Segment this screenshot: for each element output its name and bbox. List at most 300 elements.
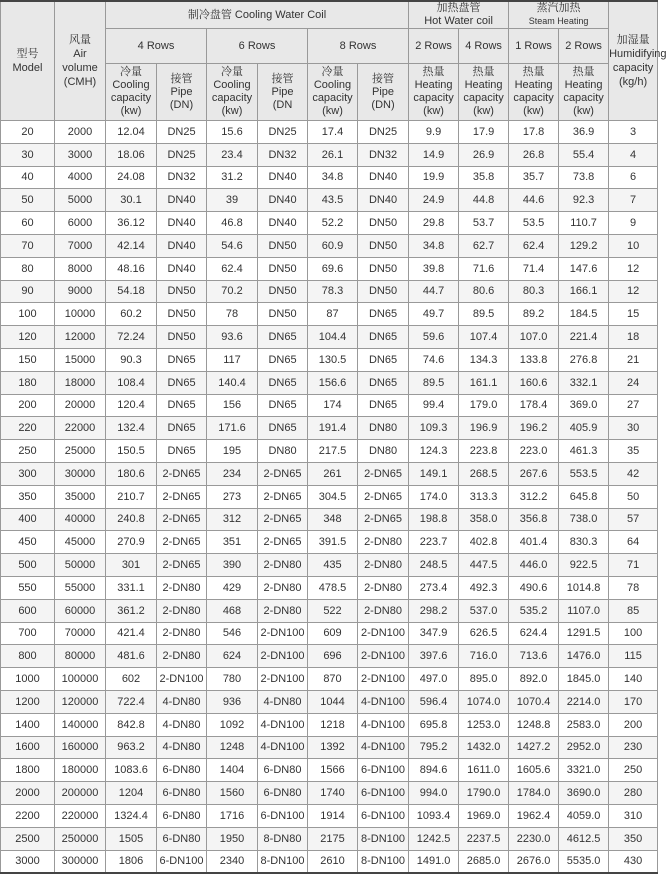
table-cell-model: 60: [1, 212, 55, 235]
table-cell-air: 3000: [55, 143, 106, 166]
table-cell-h4: 1074.0: [459, 690, 509, 713]
hot-2-rows-header: 2 Rows: [409, 29, 459, 64]
pipe-4-header: 接管 Pipe (DN): [157, 64, 207, 121]
table-cell-hum: 280: [609, 782, 658, 805]
table-cell-p8: DN80: [358, 417, 409, 440]
cooling-coil-header: 制冷盘管 Cooling Water Coil: [106, 1, 409, 29]
table-cell-p4: 2-DN80: [157, 645, 207, 668]
table-cell-c8: 52.2: [308, 212, 358, 235]
table-cell-s1: 17.8: [509, 121, 559, 144]
table-cell-s2: 2583.0: [559, 713, 609, 736]
table-cell-p4: 6-DN80: [157, 782, 207, 805]
table-cell-p4: DN65: [157, 440, 207, 463]
table-row: [1, 827, 658, 850]
table-cell-c4: 1806: [106, 850, 157, 873]
table-cell-p4: 6-DN80: [157, 759, 207, 782]
cooling-4-rows-header: 4 Rows: [106, 29, 207, 64]
table-cell-h2: 695.8: [409, 713, 459, 736]
table-cell-p6: 2-DN80: [258, 554, 308, 577]
table-cell-air: 200000: [55, 782, 106, 805]
table-cell-s2: 3321.0: [559, 759, 609, 782]
table-cell-s1: 312.2: [509, 485, 559, 508]
table-cell-air: 180000: [55, 759, 106, 782]
table-cell-hum: 30: [609, 417, 658, 440]
table-cell-c6: 171.6: [207, 417, 258, 440]
table-cell-c4: 1204: [106, 782, 157, 805]
table-cell-h4: 2685.0: [459, 850, 509, 873]
table-cell-s2: 1107.0: [559, 599, 609, 622]
table-cell-s1: 80.3: [509, 280, 559, 303]
table-cell-p8: 2-DN65: [358, 508, 409, 531]
table-cell-s1: 44.6: [509, 189, 559, 212]
table-row: [1, 371, 658, 394]
table-cell-p6: DN65: [258, 348, 308, 371]
table-cell-c8: 130.5: [308, 348, 358, 371]
table-cell-s2: 922.5: [559, 554, 609, 577]
table-cell-s1: 62.4: [509, 234, 559, 257]
hot-water-coil-header: 加热盘管 Hot Water coil: [409, 1, 509, 29]
table-cell-p8: DN80: [358, 440, 409, 463]
table-cell-c6: 140.4: [207, 371, 258, 394]
table-cell-hum: 250: [609, 759, 658, 782]
table-cell-c4: 481.6: [106, 645, 157, 668]
table-cell-model: 400: [1, 508, 55, 531]
table-cell-c6: 46.8: [207, 212, 258, 235]
table-cell-h4: 1253.0: [459, 713, 509, 736]
table-cell-c4: 1083.6: [106, 759, 157, 782]
table-cell-air: 25000: [55, 440, 106, 463]
table-cell-s2: 110.7: [559, 212, 609, 235]
table-cell-c6: 1248: [207, 736, 258, 759]
table-cell-c6: 1560: [207, 782, 258, 805]
table-cell-c8: 1218: [308, 713, 358, 736]
table-cell-p6: 2-DN65: [258, 531, 308, 554]
table-cell-h2: 198.8: [409, 508, 459, 531]
table-cell-h2: 347.9: [409, 622, 459, 645]
table-cell-p8: DN50: [358, 257, 409, 280]
table-cell-p6: DN80: [258, 440, 308, 463]
table-cell-s2: 92.3: [559, 189, 609, 212]
table-row: [1, 508, 658, 531]
table-cell-p4: DN32: [157, 166, 207, 189]
table-cell-hum: 12: [609, 257, 658, 280]
table-cell-p4: 2-DN65: [157, 485, 207, 508]
table-cell-p8: DN50: [358, 280, 409, 303]
steam-heating-header: 蒸汽加热 Steam Heating: [509, 1, 609, 29]
table-cell-p4: DN40: [157, 189, 207, 212]
table-cell-h4: 179.0: [459, 394, 509, 417]
table-cell-model: 350: [1, 485, 55, 508]
table-cell-hum: 100: [609, 622, 658, 645]
table-row: [1, 485, 658, 508]
table-cell-c4: 36.12: [106, 212, 157, 235]
table-cell-air: 300000: [55, 850, 106, 873]
table-cell-p4: DN25: [157, 143, 207, 166]
table-cell-model: 3000: [1, 850, 55, 873]
table-cell-c8: 17.4: [308, 121, 358, 144]
table-row: [1, 668, 658, 691]
table-cell-c8: 34.8: [308, 166, 358, 189]
table-cell-p8: DN32: [358, 143, 409, 166]
table-cell-p6: 6-DN100: [258, 804, 308, 827]
table-cell-h4: 626.5: [459, 622, 509, 645]
table-cell-p6: DN50: [258, 303, 308, 326]
table-cell-h2: 39.8: [409, 257, 459, 280]
table-cell-s2: 5535.0: [559, 850, 609, 873]
table-cell-model: 1800: [1, 759, 55, 782]
table-cell-c4: 54.18: [106, 280, 157, 303]
model-header: 型号 Model: [1, 1, 55, 121]
table-cell-s2: 332.1: [559, 371, 609, 394]
table-cell-h4: 17.9: [459, 121, 509, 144]
table-cell-hum: 85: [609, 599, 658, 622]
table-cell-h4: 1969.0: [459, 804, 509, 827]
table-cell-c4: 722.4: [106, 690, 157, 713]
table-cell-s1: 267.6: [509, 462, 559, 485]
table-cell-air: 10000: [55, 303, 106, 326]
table-cell-h4: 107.4: [459, 326, 509, 349]
table-cell-s1: 223.0: [509, 440, 559, 463]
table-cell-model: 150: [1, 348, 55, 371]
table-cell-s2: 129.2: [559, 234, 609, 257]
table-cell-h2: 174.0: [409, 485, 459, 508]
table-cell-p8: 2-DN80: [358, 554, 409, 577]
table-row: [1, 599, 658, 622]
table-cell-h2: 596.4: [409, 690, 459, 713]
table-cell-h4: 161.1: [459, 371, 509, 394]
table-cell-c8: 1392: [308, 736, 358, 759]
table-cell-h2: 34.8: [409, 234, 459, 257]
table-cell-hum: 71: [609, 554, 658, 577]
table-cell-c6: 546: [207, 622, 258, 645]
table-row: [1, 622, 658, 645]
table-cell-air: 22000: [55, 417, 106, 440]
table-row: [1, 394, 658, 417]
table-cell-p8: 2-DN65: [358, 485, 409, 508]
table-cell-h2: 223.7: [409, 531, 459, 554]
table-cell-model: 500: [1, 554, 55, 577]
cooling-capacity-8-header: 冷量 Cooling capacity (kw): [308, 64, 358, 121]
table-cell-hum: 10: [609, 234, 658, 257]
table-cell-air: 8000: [55, 257, 106, 280]
table-cell-h2: 99.4: [409, 394, 459, 417]
table-cell-s1: 1427.2: [509, 736, 559, 759]
table-cell-c8: 348: [308, 508, 358, 531]
table-cell-s1: 1784.0: [509, 782, 559, 805]
table-cell-p8: DN65: [358, 303, 409, 326]
table-cell-c8: 609: [308, 622, 358, 645]
table-cell-h4: 492.3: [459, 576, 509, 599]
table-cell-c4: 48.16: [106, 257, 157, 280]
table-cell-s2: 405.9: [559, 417, 609, 440]
table-row: [1, 303, 658, 326]
table-cell-p8: DN65: [358, 348, 409, 371]
table-cell-air: 6000: [55, 212, 106, 235]
table-cell-p4: 2-DN100: [157, 668, 207, 691]
table-cell-s2: 184.5: [559, 303, 609, 326]
table-cell-c8: 60.9: [308, 234, 358, 257]
table-cell-model: 120: [1, 326, 55, 349]
table-cell-c6: 156: [207, 394, 258, 417]
table-cell-p4: 2-DN80: [157, 622, 207, 645]
table-cell-s1: 490.6: [509, 576, 559, 599]
table-cell-h2: 19.9: [409, 166, 459, 189]
table-cell-p6: DN40: [258, 212, 308, 235]
table-cell-c6: 390: [207, 554, 258, 577]
table-cell-s1: 535.2: [509, 599, 559, 622]
table-cell-c6: 31.2: [207, 166, 258, 189]
table-cell-model: 800: [1, 645, 55, 668]
table-row: [1, 121, 658, 144]
table-header: [1, 1, 667, 121]
table-cell-p4: DN50: [157, 303, 207, 326]
table-cell-h4: 268.5: [459, 462, 509, 485]
table-cell-model: 200: [1, 394, 55, 417]
table-cell-model: 40: [1, 166, 55, 189]
table-cell-p6: DN50: [258, 257, 308, 280]
table-cell-p6: 8-DN80: [258, 827, 308, 850]
table-cell-s1: 2676.0: [509, 850, 559, 873]
table-cell-air: 120000: [55, 690, 106, 713]
table-cell-p6: 2-DN65: [258, 485, 308, 508]
table-cell-p6: DN50: [258, 280, 308, 303]
table-cell-p4: 2-DN65: [157, 531, 207, 554]
table-row: [1, 850, 658, 873]
table-cell-s1: 356.8: [509, 508, 559, 531]
table-cell-h2: 124.3: [409, 440, 459, 463]
table-cell-s2: 221.4: [559, 326, 609, 349]
table-cell-hum: 430: [609, 850, 658, 873]
table-cell-p8: 6-DN100: [358, 804, 409, 827]
table-cell-s2: 4059.0: [559, 804, 609, 827]
table-cell-air: 18000: [55, 371, 106, 394]
table-row: [1, 166, 658, 189]
table-cell-c6: 312: [207, 508, 258, 531]
table-cell-s1: 89.2: [509, 303, 559, 326]
table-cell-c8: 87: [308, 303, 358, 326]
table-row: [1, 645, 658, 668]
table-cell-h2: 89.5: [409, 371, 459, 394]
table-cell-p6: 2-DN65: [258, 508, 308, 531]
table-cell-c4: 421.4: [106, 622, 157, 645]
table-cell-p6: 2-DN100: [258, 668, 308, 691]
table-cell-p4: 2-DN65: [157, 462, 207, 485]
table-cell-c4: 90.3: [106, 348, 157, 371]
cooling-8-rows-header: 8 Rows: [308, 29, 409, 64]
table-cell-c6: 54.6: [207, 234, 258, 257]
table-cell-c8: 217.5: [308, 440, 358, 463]
table-cell-h2: 248.5: [409, 554, 459, 577]
table-cell-p4: DN65: [157, 348, 207, 371]
table-cell-c6: 78: [207, 303, 258, 326]
table-cell-h4: 313.3: [459, 485, 509, 508]
table-cell-air: 100000: [55, 668, 106, 691]
table-cell-s1: 107.0: [509, 326, 559, 349]
table-cell-hum: 27: [609, 394, 658, 417]
table-row: [1, 554, 658, 577]
table-row: [1, 531, 658, 554]
table-cell-air: 30000: [55, 462, 106, 485]
table-cell-c8: 78.3: [308, 280, 358, 303]
table-cell-h2: 1242.5: [409, 827, 459, 850]
table-row: [1, 417, 658, 440]
table-cell-c6: 234: [207, 462, 258, 485]
table-cell-p6: 6-DN80: [258, 782, 308, 805]
table-cell-p6: 2-DN100: [258, 645, 308, 668]
table-cell-p4: 4-DN80: [157, 690, 207, 713]
table-row: [1, 576, 658, 599]
table-row: [1, 736, 658, 759]
table-cell-model: 220: [1, 417, 55, 440]
table-cell-h2: 149.1: [409, 462, 459, 485]
table-cell-s2: 73.8: [559, 166, 609, 189]
table-cell-c4: 120.4: [106, 394, 157, 417]
heating-capacity-steam-2-header: 热量 Heating capacity (kw): [559, 64, 609, 121]
table-cell-s2: 4612.5: [559, 827, 609, 850]
table-row: [1, 782, 658, 805]
table-cell-h4: 89.5: [459, 303, 509, 326]
table-cell-p4: DN50: [157, 280, 207, 303]
table-cell-c8: 261: [308, 462, 358, 485]
table-cell-hum: 57: [609, 508, 658, 531]
table-row: [1, 234, 658, 257]
table-cell-c4: 963.2: [106, 736, 157, 759]
table-cell-p6: 4-DN100: [258, 736, 308, 759]
table-cell-s1: 401.4: [509, 531, 559, 554]
table-cell-p6: DN40: [258, 166, 308, 189]
table-cell-p4: DN40: [157, 234, 207, 257]
table-cell-c8: 104.4: [308, 326, 358, 349]
table-cell-s2: 461.3: [559, 440, 609, 463]
table-cell-s1: 892.0: [509, 668, 559, 691]
table-cell-s1: 1605.6: [509, 759, 559, 782]
cooling-capacity-4-header: 冷量 Cooling capacity (kw): [106, 64, 157, 121]
table-cell-h2: 497.0: [409, 668, 459, 691]
cooling-capacity-6-header: 冷量 Cooling capacity (kw): [207, 64, 258, 121]
table-cell-hum: 21: [609, 348, 658, 371]
table-cell-model: 450: [1, 531, 55, 554]
table-cell-hum: 170: [609, 690, 658, 713]
table-cell-air: 45000: [55, 531, 106, 554]
table-cell-h4: 26.9: [459, 143, 509, 166]
table-cell-p6: DN65: [258, 326, 308, 349]
air-volume-header: 风量 Air volume (CMH): [55, 1, 106, 121]
table-cell-h4: 1432.0: [459, 736, 509, 759]
table-cell-h2: 49.7: [409, 303, 459, 326]
table-cell-c6: 93.6: [207, 326, 258, 349]
table-cell-c6: 62.4: [207, 257, 258, 280]
table-cell-model: 2500: [1, 827, 55, 850]
table-row: [1, 462, 658, 485]
table-cell-p4: DN40: [157, 212, 207, 235]
table-cell-air: 250000: [55, 827, 106, 850]
table-cell-c8: 478.5: [308, 576, 358, 599]
table-cell-c4: 60.2: [106, 303, 157, 326]
table-cell-c8: 43.5: [308, 189, 358, 212]
table-cell-p8: 6-DN100: [358, 759, 409, 782]
table-cell-h4: 134.3: [459, 348, 509, 371]
table-cell-model: 70: [1, 234, 55, 257]
table-cell-h4: 358.0: [459, 508, 509, 531]
table-cell-air: 4000: [55, 166, 106, 189]
table-cell-p4: 2-DN80: [157, 576, 207, 599]
table-cell-hum: 78: [609, 576, 658, 599]
table-cell-h2: 9.9: [409, 121, 459, 144]
table-row: [1, 440, 658, 463]
table-cell-model: 1600: [1, 736, 55, 759]
table-cell-hum: 310: [609, 804, 658, 827]
table-cell-c6: 273: [207, 485, 258, 508]
table-cell-s1: 133.8: [509, 348, 559, 371]
table-cell-model: 50: [1, 189, 55, 212]
table-cell-s1: 713.6: [509, 645, 559, 668]
table-cell-s2: 147.6: [559, 257, 609, 280]
table-cell-h2: 1093.4: [409, 804, 459, 827]
table-cell-p6: 2-DN100: [258, 622, 308, 645]
table-cell-hum: 12: [609, 280, 658, 303]
steam-2-rows-header: 2 Rows: [559, 29, 609, 64]
table-cell-h2: 14.9: [409, 143, 459, 166]
table-cell-c8: 870: [308, 668, 358, 691]
table-cell-c4: 301: [106, 554, 157, 577]
table-cell-p8: 2-DN100: [358, 622, 409, 645]
table-cell-c6: 1092: [207, 713, 258, 736]
table-cell-hum: 35: [609, 440, 658, 463]
table-cell-air: 9000: [55, 280, 106, 303]
table-cell-p8: 8-DN100: [358, 850, 409, 873]
table-cell-s2: 645.8: [559, 485, 609, 508]
table-cell-h2: 1491.0: [409, 850, 459, 873]
table-cell-h4: 447.5: [459, 554, 509, 577]
table-cell-c6: 936: [207, 690, 258, 713]
table-cell-s2: 3690.0: [559, 782, 609, 805]
table-cell-model: 100: [1, 303, 55, 326]
table-cell-h2: 298.2: [409, 599, 459, 622]
heating-capacity-hot-2-header: 热量 Heating capacity (kw): [409, 64, 459, 121]
table-cell-s2: 166.1: [559, 280, 609, 303]
table-row: [1, 690, 658, 713]
table-cell-h4: 71.6: [459, 257, 509, 280]
table-cell-p4: 6-DN80: [157, 827, 207, 850]
table-cell-air: 50000: [55, 554, 106, 577]
table-cell-h4: 53.7: [459, 212, 509, 235]
table-cell-c4: 240.8: [106, 508, 157, 531]
table-cell-p6: 4-DN80: [258, 690, 308, 713]
table-cell-c6: 1404: [207, 759, 258, 782]
table-cell-hum: 7: [609, 189, 658, 212]
table-cell-model: 2000: [1, 782, 55, 805]
table-cell-p8: 2-DN80: [358, 599, 409, 622]
table-cell-p6: DN50: [258, 234, 308, 257]
table-cell-c6: 1950: [207, 827, 258, 850]
table-cell-c4: 180.6: [106, 462, 157, 485]
steam-1-rows-header: 1 Rows: [509, 29, 559, 64]
table-cell-model: 2200: [1, 804, 55, 827]
table-cell-c4: 150.5: [106, 440, 157, 463]
table-cell-c8: 696: [308, 645, 358, 668]
table-cell-c4: 132.4: [106, 417, 157, 440]
table-cell-p8: 2-DN65: [358, 462, 409, 485]
table-cell-model: 1200: [1, 690, 55, 713]
table-body: [1, 121, 658, 874]
table-row: [1, 713, 658, 736]
table-cell-p6: 2-DN80: [258, 599, 308, 622]
table-cell-c8: 191.4: [308, 417, 358, 440]
table-cell-p4: DN65: [157, 417, 207, 440]
table-cell-model: 90: [1, 280, 55, 303]
table-cell-c8: 1914: [308, 804, 358, 827]
pipe-8-header: 接管 Pipe (DN): [358, 64, 409, 121]
